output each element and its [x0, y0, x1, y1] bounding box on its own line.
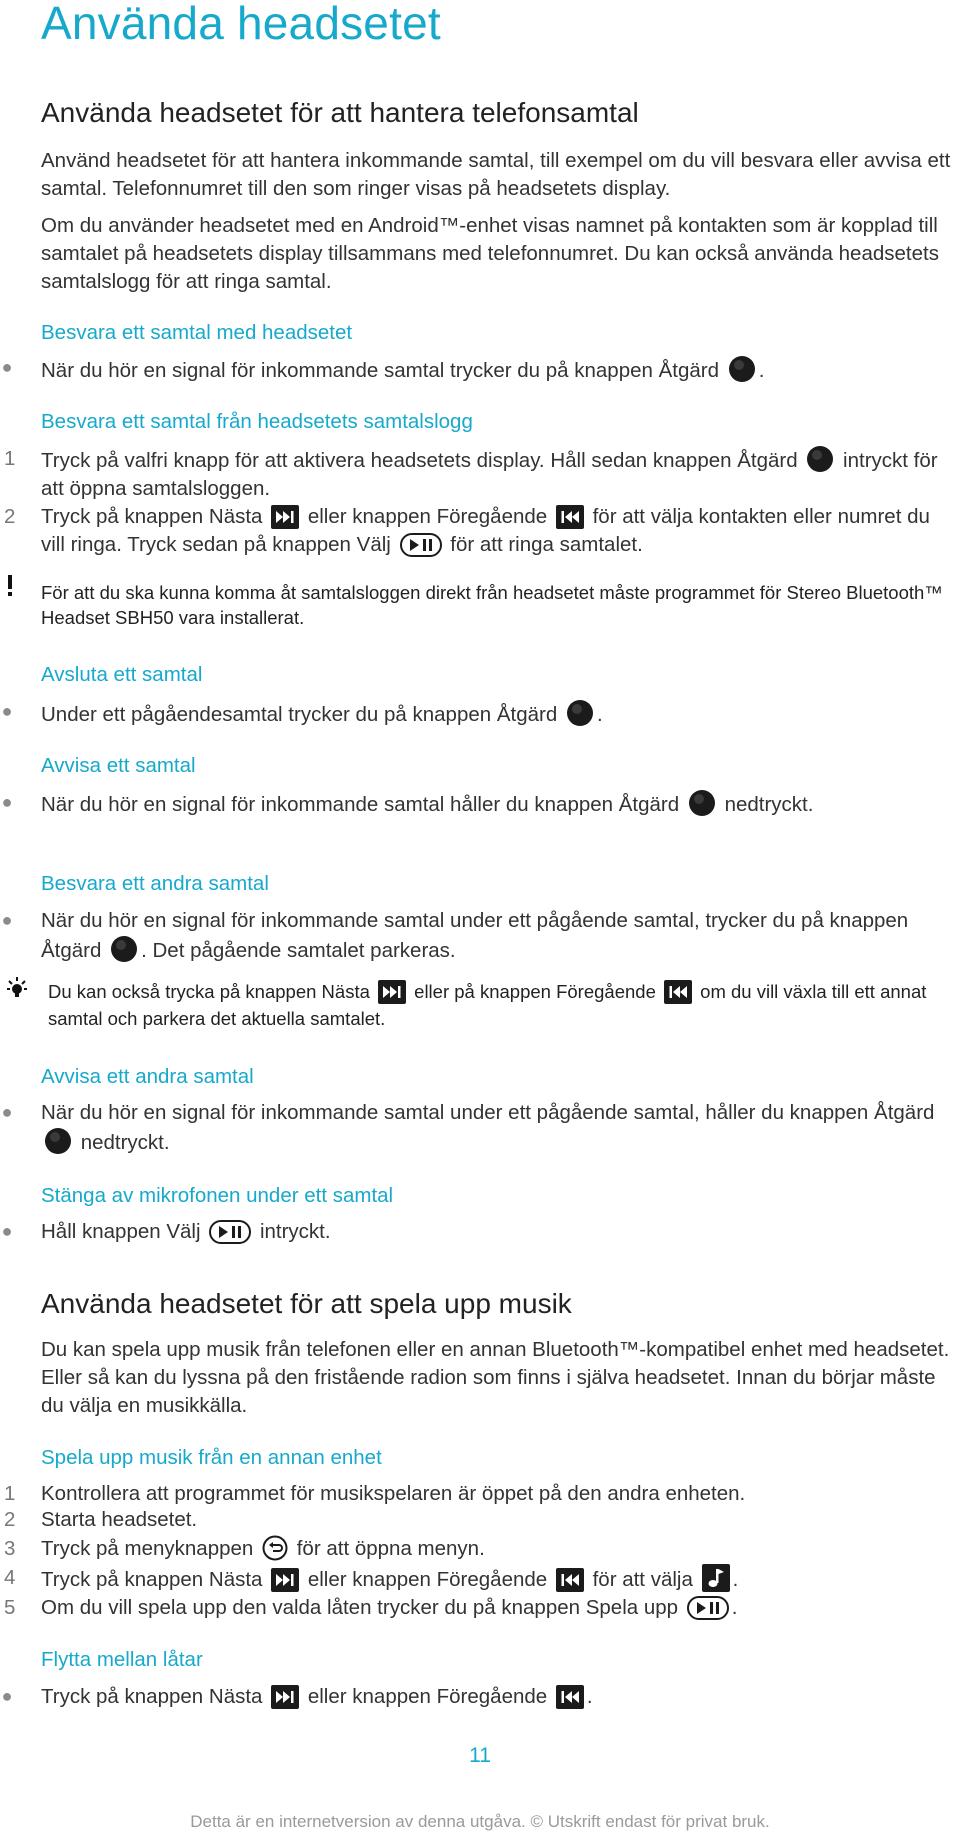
move-text: Tryck på knappen Nästa: [41, 1685, 263, 1708]
music-note-icon: [702, 1564, 730, 1592]
step-text: för att öppna menyn.: [296, 1537, 485, 1560]
menu-back-icon: [262, 1535, 288, 1561]
subheading-reject: Avvisa ett samtal: [41, 754, 196, 777]
play-step-4: [41, 1564, 951, 1594]
calls-intro-2: Om du använder headsetet med en Android™-enhet visas namnet på kontakten som är kopplad till samtalet på headsetets display tillsammans med telefonnumret. Du kan också använda headsetets samtalslogg för att ringa samtal.: [41, 214, 939, 293]
action-button-icon: [728, 355, 756, 383]
page-number: 11: [469, 1744, 491, 1767]
section-heading-calls: Använda headsetet för att hantera telefonsamtal: [41, 97, 639, 128]
step-text: eller knappen Föregående: [307, 1568, 548, 1591]
bullet: ●: [1, 701, 13, 721]
action-button-icon: [566, 699, 594, 727]
subheading-play-other: Spela upp musik från en annan enhet: [41, 1446, 382, 1469]
action-button-icon: [110, 935, 138, 963]
bullet: ●: [1, 1686, 13, 1706]
subheading-answer-second: Besvara ett andra samtal: [41, 872, 269, 895]
bullet: ●: [1, 1221, 13, 1241]
subheading-end-call: Avsluta ett samtal: [41, 663, 203, 686]
move-text: .: [586, 1685, 593, 1708]
step-text: för att välja: [592, 1568, 693, 1591]
previous-button-icon: [556, 1685, 584, 1709]
tip-text-part: eller på knappen Föregående: [414, 981, 656, 1002]
play-step-2: Starta headsetet.: [41, 1508, 198, 1531]
answer-text: När du hör en signal för inkommande samtal trycker du på knappen Åtgärd: [41, 359, 720, 382]
mute-text: intryckt.: [259, 1220, 331, 1243]
end-call-item: [41, 699, 951, 729]
step-number: 1: [4, 447, 16, 470]
footer-text: Detta är en internetversion av denna utgåva. © Utskrift endast för privat bruk.: [190, 1812, 770, 1831]
previous-button-icon: [556, 1568, 584, 1592]
select-play-pause-icon: [400, 533, 442, 557]
mute-item: [41, 1218, 951, 1246]
play-step-5: [41, 1594, 951, 1622]
step-text: .: [731, 1596, 738, 1619]
bullet: ●: [1, 357, 13, 377]
step-text: för att välja kontakten eller numret du vill ringa. Tryck sedan på knappen Välj: [41, 505, 930, 556]
subheading-answer: Besvara ett samtal med headsetet: [41, 321, 353, 344]
reject-text: När du hör en signal för inkommande samtal håller du knappen Åtgärd: [41, 793, 680, 816]
step-text: Tryck på menyknappen: [41, 1537, 254, 1560]
tip-lightbulb-icon: [6, 977, 30, 1004]
warning-icon: [6, 575, 14, 602]
step-text: Tryck på valfri knapp för att aktivera headsetets display. Håll sedan knappen Åtgärd: [41, 449, 798, 472]
action-button-icon: [44, 1127, 72, 1155]
reject-text: nedtryckt.: [724, 793, 814, 816]
mute-text: Håll knappen Välj: [41, 1220, 201, 1243]
answer-second-text: När du hör en signal för inkommande samtal under ett pågående samtal, trycker du på knappen Åtgärd: [41, 909, 909, 962]
step-number: 4: [4, 1566, 16, 1589]
step-text: för att ringa samtalet.: [450, 533, 643, 556]
next-button-icon: [378, 980, 406, 1004]
answer-text-end: .: [758, 359, 765, 382]
previous-button-icon: [664, 980, 692, 1004]
action-button-icon: [688, 789, 716, 817]
reject-second-text: nedtryckt.: [80, 1131, 170, 1154]
subheading-answer-log: Besvara ett samtal från headsetets samtalslogg: [41, 410, 473, 433]
step-text: Om du vill spela upp den valda låten trycker du på knappen Spela upp: [41, 1596, 679, 1619]
answer-log-step-2: [41, 503, 951, 559]
step-number: 5: [4, 1596, 16, 1619]
bullet: ●: [1, 792, 13, 812]
subheading-mute: Stänga av mikrofonen under ett samtal: [41, 1184, 394, 1207]
move-tracks-item: [41, 1683, 951, 1711]
reject-item: [41, 789, 951, 819]
step-text: eller knappen Föregående: [307, 505, 548, 528]
section-heading-music: Använda headsetet för att spela upp musik: [41, 1288, 572, 1319]
step-text: Tryck på knappen Nästa: [41, 505, 263, 528]
page-title: Använda headsetet: [41, 0, 441, 49]
tip-text-part: Du kan också trycka på knappen Nästa: [48, 981, 370, 1002]
next-button-icon: [271, 505, 299, 529]
step-number: 2: [4, 505, 16, 528]
end-call-text-end: .: [596, 703, 603, 726]
step-text: Tryck på knappen Nästa: [41, 1568, 263, 1591]
calls-intro-1: Använd headsetet för att hantera inkommande samtal, till exempel om du vill besvara eller avvisa ett samtal. Telefonnumret till den som ringer visas på headsetets display.: [41, 149, 951, 200]
bullet: ●: [1, 1102, 13, 1122]
answer-second-item: [41, 907, 951, 965]
answer-item: [41, 355, 951, 385]
step-number: 1: [4, 1482, 16, 1505]
play-step-1: Kontrollera att programmet för musikspelaren är öppet på den andra enheten.: [41, 1482, 746, 1505]
select-play-pause-icon: [209, 1220, 251, 1244]
subheading-reject-second: Avvisa ett andra samtal: [41, 1065, 254, 1088]
step-number: 3: [4, 1537, 16, 1560]
next-button-icon: [271, 1685, 299, 1709]
step-number: 2: [4, 1508, 16, 1531]
previous-button-icon: [556, 505, 584, 529]
tip-text-part: om du vill växla till ett annat samtal och parkera det aktuella samtalet.: [48, 981, 927, 1029]
step-text: intryckt för att öppna samtalsloggen.: [41, 449, 938, 500]
play-step-3: [41, 1535, 951, 1563]
end-call-text: Under ett pågåendesamtal trycker du på knappen Åtgärd: [41, 703, 558, 726]
move-text: eller knappen Föregående: [307, 1685, 548, 1708]
tip-text: [48, 978, 958, 1032]
step-text: .: [732, 1568, 739, 1591]
answer-log-step-1: [41, 445, 951, 503]
play-pause-icon: [687, 1596, 729, 1620]
answer-second-text-end: . Det pågående samtalet parkeras.: [141, 939, 456, 962]
bullet: ●: [1, 910, 13, 930]
reject-second-text: När du hör en signal för inkommande samtal under ett pågående samtal, håller du knappen Åtgärd: [41, 1101, 935, 1124]
action-button-icon: [806, 445, 834, 473]
next-button-icon: [271, 1568, 299, 1592]
note-text: För att du ska kunna komma åt samtalsloggen direkt från headsetet måste programmet för Stereo Bluetooth™ Headset SBH50 vara installerat.: [41, 582, 943, 628]
music-intro: Du kan spela upp musik från telefonen eller en annan Bluetooth™-kompatibel enhet med headsetet. Eller så kan du lyssna på den fristående radion som finns i själva headsetet. Innan du börjar måste du välja en musikkälla.: [41, 1338, 950, 1417]
subheading-move-tracks: Flytta mellan låtar: [41, 1648, 203, 1671]
reject-second-item: [41, 1099, 951, 1157]
